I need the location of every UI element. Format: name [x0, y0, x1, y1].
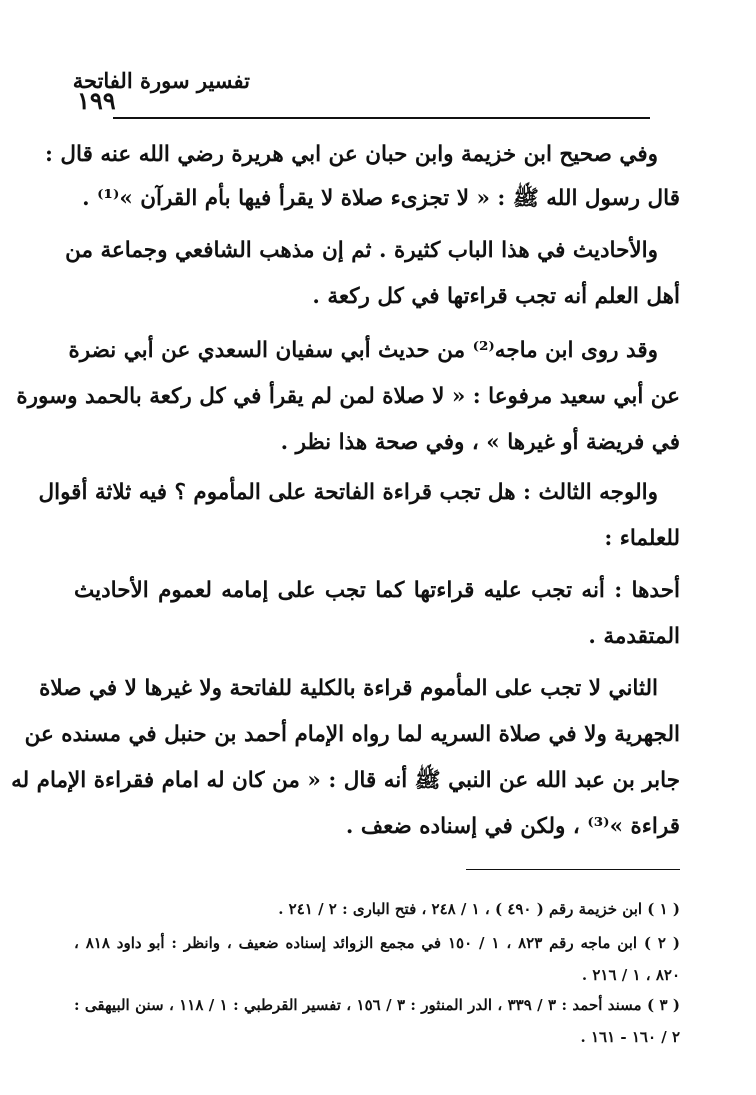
text-line: أهل العلم أنه تجب قراءتها في كل ركعة .	[312, 284, 680, 309]
text-line: قال رسول الله ﷺ : « لا تجزىء صلاة لا يقرأ فيها بأم القرآن »⁽¹⁾ .	[82, 186, 680, 211]
text-line: وقد روى ابن ماجه⁽²⁾ من حديث أبي سفيان السعدي عن أبي نضرة	[68, 338, 658, 363]
text-line: المتقدمة .	[588, 624, 680, 649]
footnote-divider	[466, 869, 680, 870]
footnote-line: ( ١ ) ابن خزيمة رقم ( ٤٩٠ ) ، ١ / ٢٤٨ ، فتح البارى : ٢ / ٢٤١ .	[278, 900, 680, 918]
text-line: أحدها : أنه تجب عليه قراءتها كما تجب على إمامه لعموم الأحاديث	[74, 578, 680, 603]
text-line: والوجه الثالث : هل تجب قراءة الفاتحة على المأموم ؟ فيه ثلاثة أقوال	[38, 480, 658, 505]
text-line: قراءة »⁽³⁾ ، ولكن في إسناده ضعف .	[345, 814, 680, 839]
page-number: ١٩٩	[77, 86, 116, 115]
text-line: والأحاديث في هذا الباب كثيرة . ثم إن مذهب الشافعي وجماعة من	[65, 238, 658, 263]
footnote-line: ٨٢٠ ، ١ / ٢١٦ .	[581, 966, 680, 984]
footnote-line: ٢ / ١٦٠ - ١٦١ .	[580, 1028, 680, 1046]
header-divider	[113, 117, 650, 119]
text-line: للعلماء :	[604, 526, 680, 551]
text-line: جابر بن عبد الله عن النبي ﷺ أنه قال : « من كان له امام فقراءة الإمام له	[11, 768, 680, 793]
footnote-line: ( ٢ ) ابن ماجه رقم ٨٢٣ ، ١ / ١٥٠ في مجمع الزوائد إسناده ضعيف ، وانظر : أبو داود ٨١٨ ،	[74, 934, 680, 952]
text-line: وفي صحيح ابن خزيمة وابن حبان عن ابي هريرة رضي الله عنه قال :	[45, 142, 658, 167]
text-line: الجهرية ولا في صلاة السريه لما رواه الإمام أحمد بن حنبل في مسنده عن	[24, 722, 680, 747]
footnote-line: ( ٣ ) مسند أحمد : ٣ / ٣٣٩ ، الدر المنثور : ٣ / ١٥٦ ، تفسير القرطبي : ١ / ١١٨ ، سنن البيهقى :	[74, 996, 680, 1014]
text-line: الثاني لا تجب على المأموم قراءة بالكلية للفاتحة ولا غيرها لا في صلاة	[39, 676, 658, 701]
text-line: في فريضة أو غيرها » ، وفي صحة هذا نظر .	[280, 430, 680, 455]
text-line: عن أبي سعيد مرفوعا : « لا صلاة لمن لم يقرأ في كل ركعة بالحمد وسورة	[16, 384, 680, 409]
running-header-title: تفسير سورة الفاتحة	[72, 68, 250, 93]
